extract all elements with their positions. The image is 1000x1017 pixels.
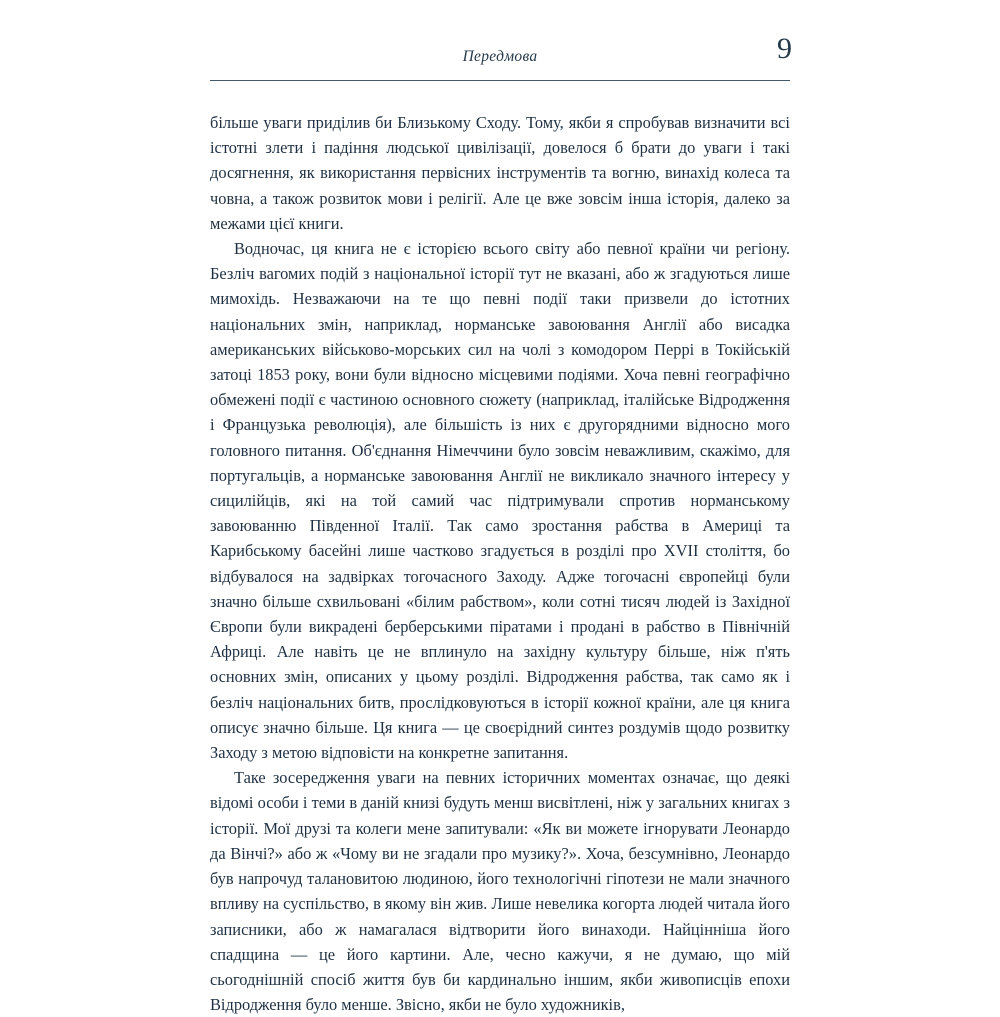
header-rule xyxy=(210,80,790,81)
paragraph: більше уваги приділив би Близькому Сходу. Тому, якби я спробував визначити всі істотні злети і падіння людської цивілізації, довелося б брати до уваги і такі досягнення, як використання первісних інструментів та вогню, винахід колеса та човна, а також розвиток мови і релігії. Але це вже зовсім інша історія, далеко за межами цієї книги. xyxy=(210,113,790,233)
paragraph: Водночас, ця книга не є історією всього світу або певної країни чи регіону. Безліч вагомих подій з національної історії тут не вказані, або ж згадуються лише мимохідь. Незважаючи на те що певні події таки призвели до істотних національних змін, наприклад, норманське завоювання Англії або висадка американських військово-морських сил на чолі з комодором Перрі в Токійській затоці 1853 року, вони були відносно місцевими подіями. Хоча певні географічно обмежені події є частиною основного сюжету (наприклад, італійське Відродження і Французька революція), але більшість із них є другорядними відносно мого головного питання. Об'єднання Німеччини було зовсім неважливим, скажімо, для португальців, а норманське завоювання Англії не викликало значного інтересу у сицилійців, які на той самий час підтримували спротив норманському завоюванню Південної Італії. Так само зростання рабства в Америці та Карибському басейні лише частково згадується в розділі про XVII століття, бо відбувалося на задвірках тогочасного Заходу. Адже тогочасні європейці були значно більше схвильовані «білим рабством», коли сотні тисяч людей із Західної Європи були викрадені берберськими піратами і продані в рабство в Північній Африці. Але навіть це не вплинуло на західну культуру більше, ніж п'ять основних змін, описаних у цьому розділі. Відродження рабства, так само як і безліч національних битв, прослідковуються в історії кожної країни, але ця книга описує значно більше. Ця книга — це своєрідний синтез роздумів щодо розвитку Заходу з метою відповісти на конкретне запитання. xyxy=(210,239,790,763)
running-title: Передмова xyxy=(462,48,538,65)
body-text xyxy=(210,110,790,1017)
paragraph: Таке зосередження уваги на певних історичних моментах означає, що деякі відомі особи і теми в даній книзі будуть менш висвітлені, ніж у загальних книгах з історії. Мої друзі та колеги мене запитували: «Як ви можете ігнорувати Леонардо да Вінчі?» або ж «Чому ви не згадали про музику?». Хоча, безсумнівно, Леонардо був напрочуд талановитою людиною, його технологічні гіпотези не мали значного впливу на суспільство, в якому він жив. Лише невелика когорта людей читала його записники, або ж намагалася відтворити його винаходи. Найцінніша його спадщина — це його картини. Але, чесно кажучи, я не думаю, що мій сьогоднішній спосіб життя був би кардинально іншим, якби живописців епохи Відродження було менше. Звісно, якби не було художників, xyxy=(210,768,790,1015)
page-content xyxy=(210,32,792,1017)
page-number: 9 xyxy=(777,32,792,65)
page-header xyxy=(210,32,792,96)
